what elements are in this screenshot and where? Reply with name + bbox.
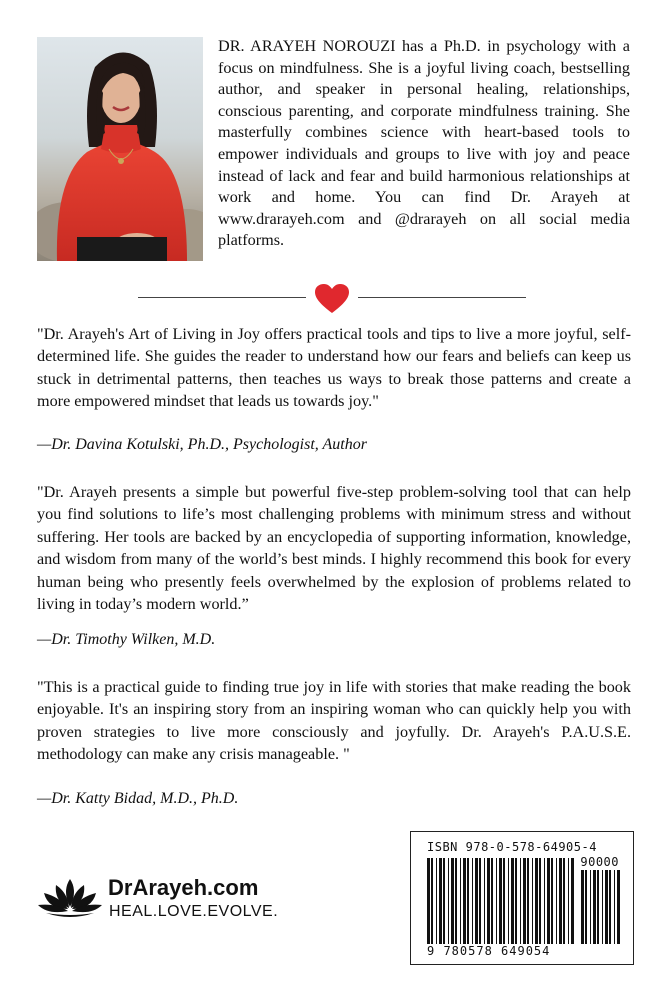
barcode-addon-bars xyxy=(581,870,621,944)
lotus-icon xyxy=(38,877,102,919)
testimonial-attribution-1: —Dr. Davina Kotulski, Ph.D., Psychologist, Author xyxy=(37,436,367,453)
author-bio xyxy=(218,36,630,252)
barcode xyxy=(410,831,634,965)
isbn-text: ISBN 978-0-578-64905-4 xyxy=(427,840,597,854)
testimonial-quote-2: "Dr. Arayeh presents a simple but powerful five-step problem-solving tool that can help you find solutions to life’s most challenging problems with minimum stress and without suffering. Her tools are backed by an encyclopedia of supporting information, knowledge, and wisdom from many of the world’s best minds. I highly recommend this book for every human being who presently feels overwhelmed by the explosion of problems related to living in today’s modern world.” xyxy=(37,483,631,614)
ean-digits: 9 780578 649054 xyxy=(427,944,551,958)
testimonial-attribution-3: —Dr. Katty Bidad, M.D., Ph.D. xyxy=(37,790,239,807)
divider-line-right xyxy=(358,297,526,298)
testimonial-quote-3: "This is a practical guide to finding true joy in life with stories that make reading the book enjoyable. It's an inspiring story from an inspiring woman who can quickly help you with proven strategies to live more consciously and joyfully. Dr. Arayeh's P.A.U.S.E. methodology can make any crisis manageable. " xyxy=(37,678,631,764)
price-code: 90000 xyxy=(580,855,619,869)
brand-tagline: HEAL.LOVE.EVOLVE. xyxy=(109,903,279,920)
brand-name: DrArayeh.com xyxy=(108,875,259,900)
author-name: DR. ARAYEH NOROUZI xyxy=(218,37,396,55)
brand-logo xyxy=(38,875,298,925)
barcode-bars xyxy=(427,858,575,944)
heart-icon xyxy=(315,284,349,314)
author-bio-text: has a Ph.D. in psychology with a focus on mindfulness. She is a joyful living coach, bestselling author, and speaker in personal healing, relationships, conscious parenting, and corporate mindfulness training. She masterfully combines science with heart-based tools to empower individuals and groups to live with joy and peace instead of lack and fear and build harmonious relationships at work and home. You can find Dr. Arayeh at www.drarayeh.com and @drarayeh on all social media platforms. xyxy=(218,37,630,250)
author-photo xyxy=(37,37,203,261)
divider-line-left xyxy=(138,297,306,298)
testimonial-quote-1: "Dr. Arayeh's Art of Living in Joy offers practical tools and tips to live a more joyful, self-determined life. She guides the reader to understand how our fears and beliefs can keep us stuck in detrimental patterns, then teaches us ways to break those patterns and create a more empowered mindset that leads us towards joy." xyxy=(37,325,631,411)
testimonial-attribution-2: —Dr. Timothy Wilken, M.D. xyxy=(37,631,216,648)
